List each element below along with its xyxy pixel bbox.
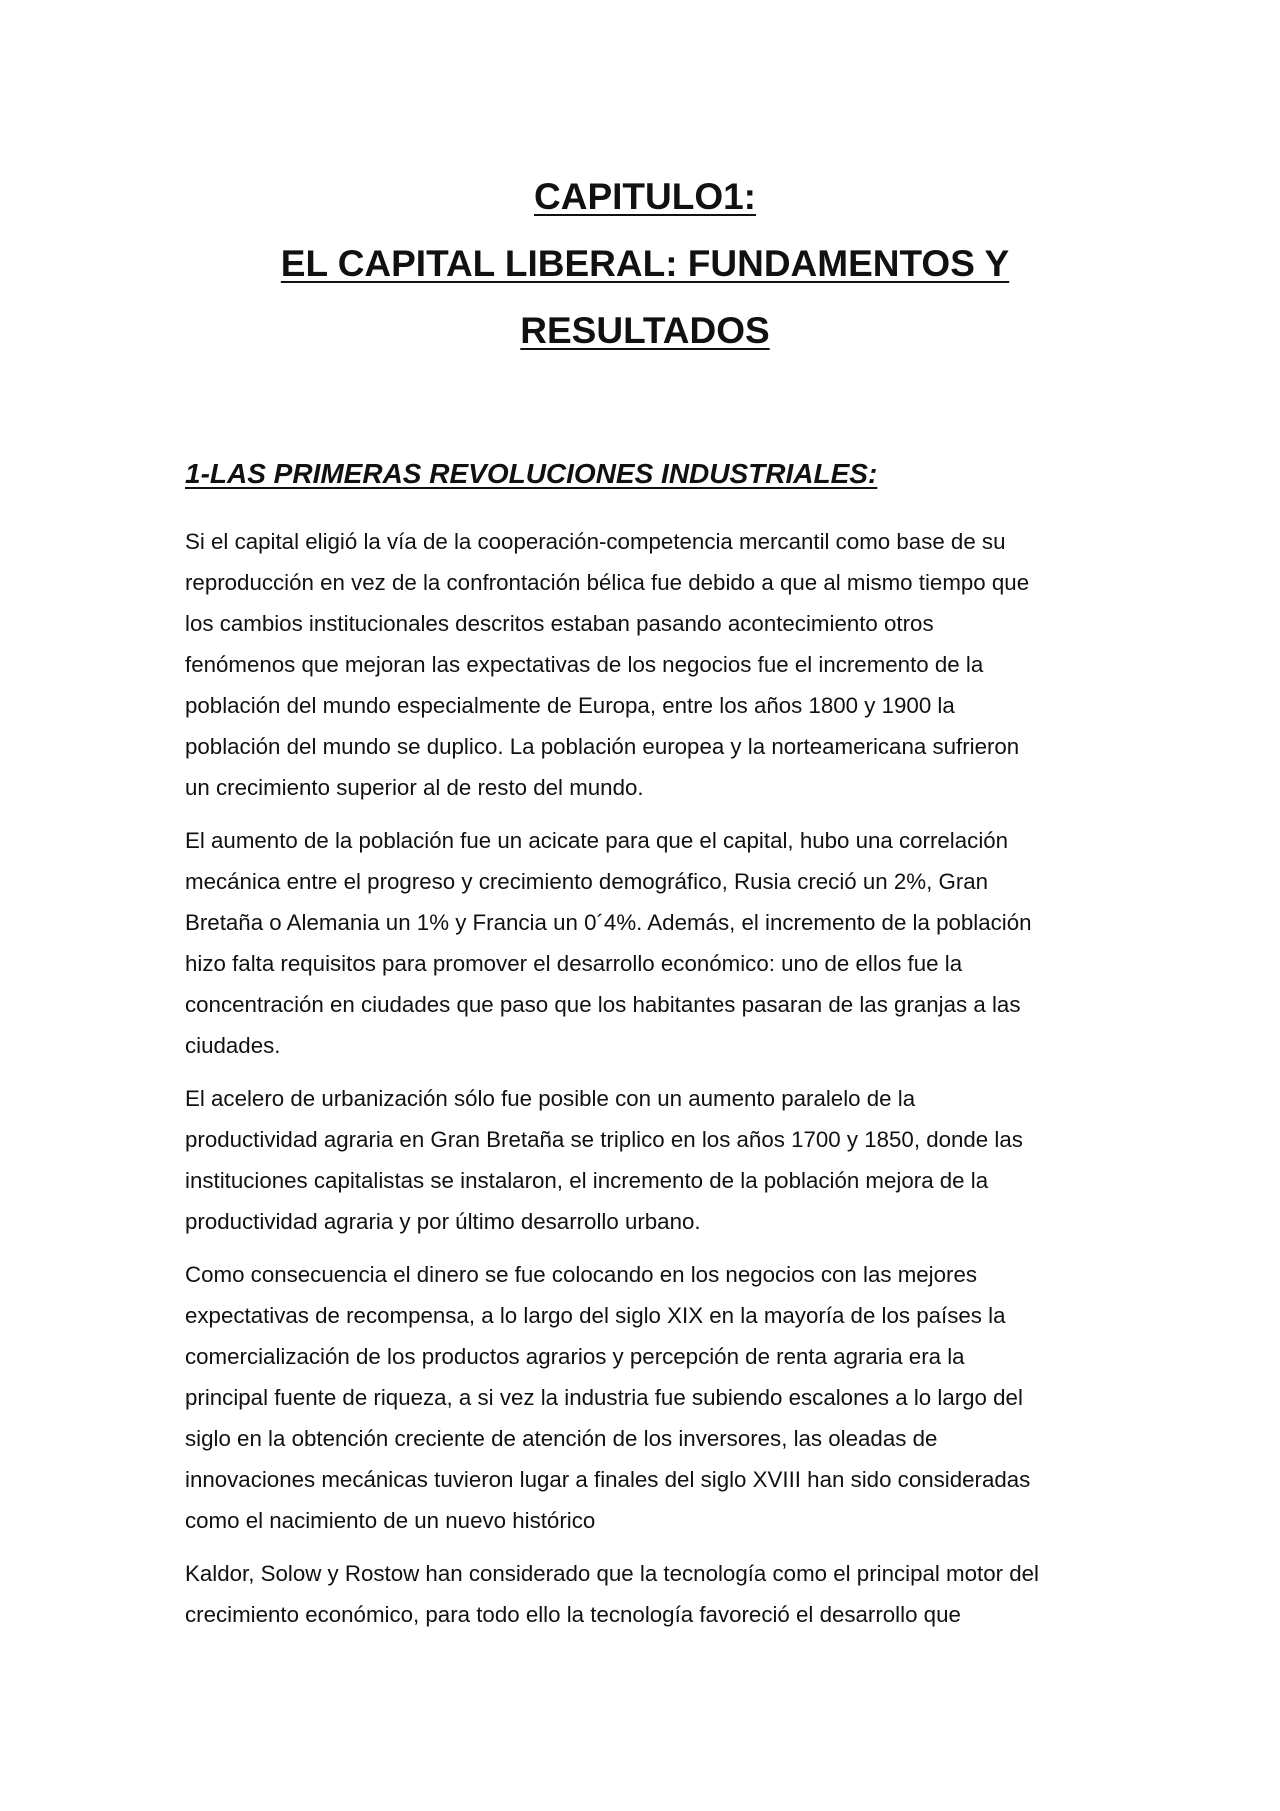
text-line: ciudades. — [185, 1033, 281, 1058]
text-line: innovaciones mecánicas tuvieron lugar a finales del siglo XVIII han sido consideradas — [185, 1467, 1031, 1492]
chapter-title-line: RESULTADOS — [520, 310, 770, 351]
chapter-title — [185, 163, 1105, 364]
text-line: concentración en ciudades que paso que los habitantes pasaran de las granjas a las — [185, 992, 1021, 1017]
text-line: expectativas de recompensa, a lo largo del siglo XIX en la mayoría de los países la — [185, 1303, 1006, 1328]
text-line: hizo falta requisitos para promover el desarrollo económico: uno de ellos fue la — [185, 951, 963, 976]
text-line: población del mundo especialmente de Europa, entre los años 1800 y 1900 la — [185, 693, 955, 718]
text-line: El acelero de urbanización sólo fue posible con un aumento paralelo de la — [185, 1086, 916, 1111]
text-line: Si el capital eligió la vía de la cooperación-competencia mercantil como base de su — [185, 529, 1006, 554]
chapter-title-line: CAPITULO1: — [534, 176, 756, 217]
body-text — [185, 521, 1105, 1647]
text-line: reproducción en vez de la confrontación bélica fue debido a que al mismo tiempo que — [185, 570, 1030, 595]
text-line: Como consecuencia el dinero se fue colocando en los negocios con las mejores — [185, 1262, 978, 1287]
text-line: instituciones capitalistas se instalaron, el incremento de la población mejora de la — [185, 1168, 989, 1193]
paragraph — [185, 1254, 1105, 1541]
text-line: Kaldor, Solow y Rostow han considerado que la tecnología como el principal motor del — [185, 1561, 1039, 1586]
paragraph — [185, 521, 1105, 808]
text-line: un crecimiento superior al de resto del mundo. — [185, 775, 644, 800]
text-line: población del mundo se duplico. La población europea y la norteamericana sufrieron — [185, 734, 1020, 759]
paragraph — [185, 1078, 1105, 1242]
section-heading: 1-LAS PRIMERAS REVOLUCIONES INDUSTRIALES: — [185, 458, 878, 489]
text-line: productividad agraria en Gran Bretaña se triplico en los años 1700 y 1850, donde las — [185, 1127, 1023, 1152]
chapter-title-line: EL CAPITAL LIBERAL: FUNDAMENTOS Y — [280, 243, 1010, 284]
text-line: como el nacimiento de un nuevo histórico — [185, 1508, 596, 1533]
text-line: siglo en la obtención creciente de atención de los inversores, las oleadas de — [185, 1426, 938, 1451]
text-line: Bretaña o Alemania un 1% y Francia un 0´4%. Además, el incremento de la población — [185, 910, 1032, 935]
text-line: El aumento de la población fue un acicate para que el capital, hubo una correlación — [185, 828, 1009, 853]
text-line: principal fuente de riqueza, a si vez la industria fue subiendo escalones a lo largo del — [185, 1385, 1023, 1410]
text-line: productividad agraria y por último desarrollo urbano. — [185, 1209, 701, 1234]
text-line: fenómenos que mejoran las expectativas de los negocios fue el incremento de la — [185, 652, 984, 677]
paragraph — [185, 1553, 1105, 1635]
text-line: comercialización de los productos agrarios y percepción de renta agraria era la — [185, 1344, 965, 1369]
text-line: mecánica entre el progreso y crecimiento demográfico, Rusia creció un 2%, Gran — [185, 869, 989, 894]
text-line: crecimiento económico, para todo ello la tecnología favoreció el desarrollo que — [185, 1602, 961, 1627]
text-line: los cambios institucionales descritos estaban pasando acontecimiento otros — [185, 611, 934, 636]
paragraph — [185, 820, 1105, 1066]
